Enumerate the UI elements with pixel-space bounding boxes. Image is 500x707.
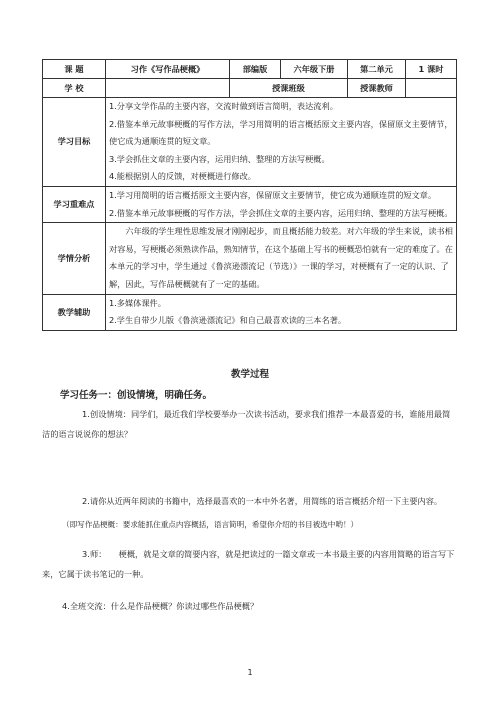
process-title: 教学过程 [230,369,269,380]
edition-value: 部编版 [230,60,281,79]
topic-value: 习作《写作品梗概》 [106,60,230,79]
analysis-content [106,223,457,294]
goal-item: 2.借鉴本单元故事梗概的写作方法，学习用简明的语言概括原文主要内容，保留原文主要情节，使它成为通顺连贯的短文章。 [109,118,453,147]
aids-content [106,294,457,330]
lesson-plan-table [42,59,457,331]
process-item-number: 2. [82,496,90,506]
topic-label: 课 题 [43,60,106,79]
page-number: 1 [247,668,253,677]
process-item-text: 全班交流：什么是作品梗概？你读过哪些作品梗概？ [69,601,259,611]
school-value [106,79,230,98]
goal-item: 3.学会抓住文章的主要内容，运用归纳、整理的方法写梗概。 [109,153,330,164]
analysis-row [43,223,457,294]
header-row [43,60,457,79]
key-points-label: 学习重难点 [43,186,106,222]
grade-value: 六年级下册 [281,60,348,79]
task-one-heading: 学习任务一：创设情境，明确任务。 [60,390,213,401]
process-item-3 [42,544,458,584]
process-item-number: 4. [62,601,70,611]
key-points-content [106,186,457,222]
unit-value: 第二单元 [348,60,406,79]
analysis-text: 六年级的学生理性思维发展才刚刚起步，而且概括能力较差。对六年级的学生来说，读书相对容易，写梗概必须熟读作品，熟知情节，在这个基础上写书的梗概恐怕就有一定的难度了。在本单元的学习中，学生通过《鲁滨逊漂流记（节选）》一课的学习，对梗概有了一定的认识、了解，因此，写作品梗概就有了一定的基础。 [109,226,453,289]
goal-item: 4.能根据别人的反馈，对梗概进行修改。 [109,171,256,182]
school-row [43,79,457,98]
hours-value: 1 课时 [406,60,457,79]
goals-content [106,98,457,187]
school-label: 学 校 [43,79,106,98]
goals-label: 学习目标 [43,98,106,187]
goal-item: 1.分享文学作品的主要内容，交流时做到语言简明，表达流利。 [109,101,338,111]
process-item-1 [42,404,458,444]
process-item-text: 请你从近两年阅读的书籍中，选择最喜欢的一本中外名著，用简练的语言概括介绍一下主要内容。 [90,496,443,506]
aid-item: 2.学生自带少儿版《鲁滨逊漂流记》和自己最喜欢读的三本名著。 [109,315,347,326]
analysis-label: 学情分析 [43,223,106,294]
aids-row [43,294,457,330]
aid-item: 1.多媒体课件。 [109,297,166,308]
aids-label: 教学辅助 [43,294,106,330]
teacher-label: 授课教师 [348,79,406,98]
process-item-2 [42,491,458,511]
key-point-item: 1.学习用简明的语言概括原文主要内容，保留原文主要情节，使它成为通顺连贯的短文章。 [109,189,437,200]
process-note: （即写作品梗概：要求能抓住重点内容概括，语言简明，希望你介绍的书目被选中哟！） [62,520,359,529]
process-item-text: 师： 梗概，就是文章的简要内容，就是把读过的一篇文章或一本书最主要的内容用简略的语言写下来，它属于读书笔记的一种。 [42,549,455,579]
key-point-item: 2.借鉴本单元故事梗概的写作方法，学会抓住文章的主要内容，运用归纳、整理的方法写梗概。 [109,207,453,218]
teacher-value [406,79,457,98]
key-points-row [43,186,457,222]
goals-row [43,98,457,187]
class-label: 授课班级 [230,79,348,98]
process-item-number: 3. [82,549,90,559]
process-item-number: 1. [82,409,90,419]
process-item-text: 创设情境：同学们，最近我们学校要举办一次读书活动，要求我们推荐一本最喜爱的书，谁能用最简洁的语言说说你的想法？ [42,409,451,439]
process-item-4 [42,596,458,616]
